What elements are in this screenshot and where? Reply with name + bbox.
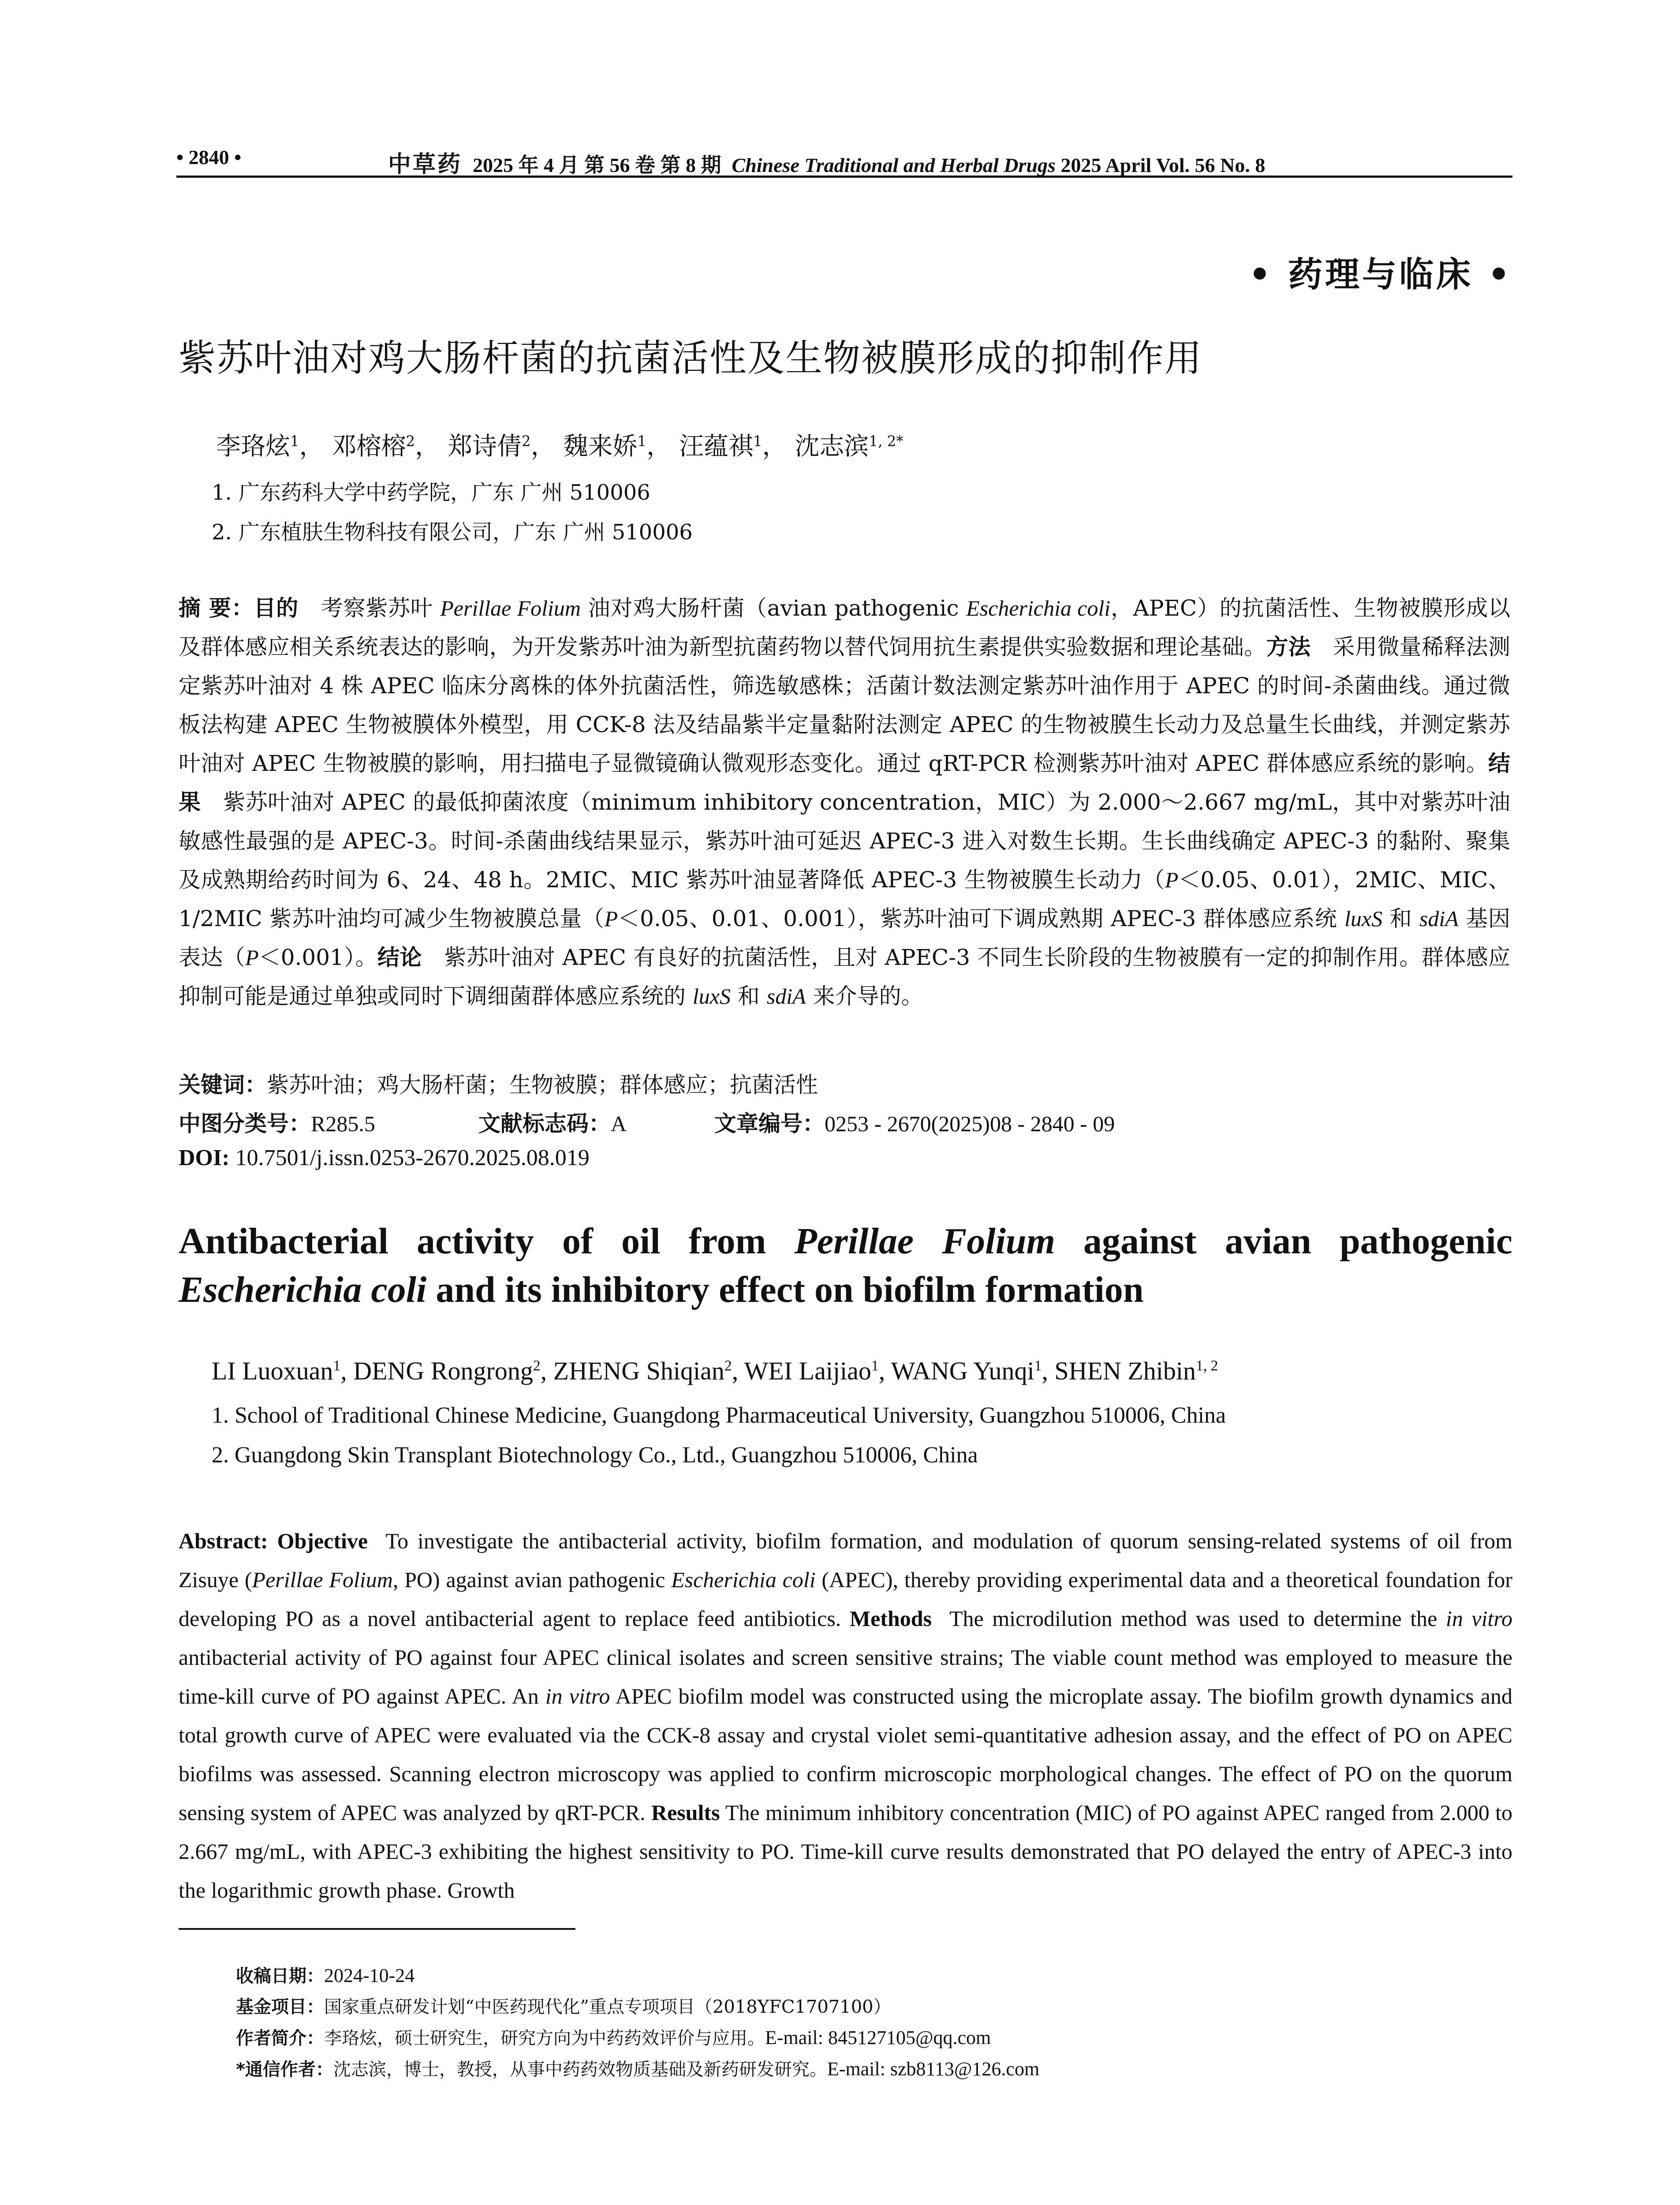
abstract-text: antibacterial activity of PO against four APEC clinical isolates and screen sensitive strains; The viable count method was employed to measure the time-kill curve of PO against APEC. An xyxy=(179,1645,1512,1708)
footnote-text: 2024-10-24 xyxy=(324,1965,415,1986)
abstract-text: ＜0.001）。 xyxy=(258,945,377,970)
corresponding-email[interactable]: E-mail: szb8113@126.com xyxy=(827,2058,1040,2080)
classification-line xyxy=(179,1106,1115,1138)
author-name: 郑诗倩 xyxy=(447,432,522,461)
abstract-text: 和 xyxy=(731,983,767,1009)
footnote-label: 作者简介： xyxy=(236,2028,324,2048)
affiliation-cn-2: 2. 广东植肤生物科技有限公司，广东 广州 510006 xyxy=(212,520,693,545)
author-affil-mark: 2 xyxy=(521,433,531,450)
results-label: 结果 xyxy=(179,751,1510,815)
latin-term: in vitro xyxy=(1445,1606,1512,1631)
footnote-label: 收稿日期： xyxy=(236,1966,324,1986)
author-affil-mark: 1 xyxy=(333,1357,341,1374)
author-affil-mark: 1 xyxy=(1034,1357,1042,1374)
abstract-text: 紫苏叶油对 APEC 有良好的抗菌活性，且对 APEC-3 不同生长阶段的生物被膜有一定的抑制作用。群体感应抑制可能是通过单独或同时下调细菌群体感应系统的 xyxy=(179,945,1511,1009)
keywords-line xyxy=(179,1067,818,1099)
doc-code: A xyxy=(611,1111,627,1136)
author-affil-mark: 1 xyxy=(637,433,647,450)
abstract-text: 考察紫苏叶 xyxy=(321,595,441,621)
journal-citation xyxy=(388,146,1265,179)
author-affil-mark: 1, 2* xyxy=(869,433,903,450)
author-name: 沈志滨 xyxy=(795,432,869,461)
keywords: 紫苏叶油；鸡大肠杆菌；生物被膜；群体感应；抗菌活性 xyxy=(267,1072,818,1098)
methods-label: Methods xyxy=(849,1606,932,1631)
clc-code: R285.5 xyxy=(311,1111,375,1136)
author-affil-mark: 1 xyxy=(871,1357,879,1374)
footnote-received xyxy=(236,1960,1039,1992)
author-name: SHEN Zhibin xyxy=(1054,1357,1196,1385)
affiliation-en-1: 1. School of Traditional Chinese Medicine, Guangdong Pharmaceutical University, Guangzhou 510006, China xyxy=(212,1403,1226,1428)
author-name: 魏来娇 xyxy=(563,432,638,461)
page-number: • 2840 • xyxy=(176,146,242,168)
gene-name: luxS xyxy=(1344,906,1383,931)
clc-label: 中图分类号： xyxy=(179,1111,311,1136)
latin-name: Perillae Folium xyxy=(794,1221,1055,1262)
p-value-symbol: P xyxy=(604,906,618,931)
title-text: Antibacterial activity of oil from xyxy=(179,1221,795,1262)
author-name: WEI Laijiao xyxy=(744,1357,871,1385)
title-text: and its inhibitory effect on biofilm formation xyxy=(426,1269,1144,1310)
abstract-label: 摘 要： xyxy=(179,595,254,621)
journal-name-en: Chinese Traditional and Herbal Drugs xyxy=(732,154,1056,176)
authors-en: LI Luoxuan$^1$, DENG Rongrong$^2$, ZHENG Shiqian$^2$, WEI Laijiao$^1$, WANG Yunqi$^1$, SHEN Zhibin$^{1, 2}$ xyxy=(212,1357,1218,1385)
abstract-text: The minimum inhibitory concentration (MIC) of PO against APEC ranged from 2.000 to 2.667 mg/mL, with APEC-3 exhibiting the highest sensitivity to PO. Time-kill curve results demonstrated that PO delayed the entry of APEC-3 into the logarithmic growth phase. Growth xyxy=(179,1800,1513,1902)
abstract-text: , PO) against avian pathogenic xyxy=(392,1567,672,1592)
abstract-objective-label: Abstract: Objective xyxy=(179,1529,368,1553)
objective-label: 目的 xyxy=(254,595,299,621)
footnote-corresponding xyxy=(236,2054,1039,2085)
latin-name: Perillae Folium xyxy=(252,1567,393,1592)
author-name: 邓榕榕 xyxy=(332,432,406,461)
author-name: ZHENG Shiqian xyxy=(553,1357,724,1385)
footnote-label: *通信作者： xyxy=(236,2059,333,2080)
abstract-text: ＜0.05、0.01、0.001），紫苏叶油可下调成熟期 APEC-3 群体感应系统 xyxy=(618,906,1345,931)
running-header xyxy=(176,140,1512,178)
journal-logo-cn: 中草药 xyxy=(388,151,463,178)
abstract-en xyxy=(179,1521,1512,1910)
abstract-text: ，APEC）的抗菌活性、生物被膜形成以及群体感应相关系统表达的影响，为开发紫苏叶油为新型抗菌药物以替代饲用抗生素提供实验数据和理论基础。 xyxy=(179,595,1510,660)
footnote-text: 沈志滨，博士，教授，从事中药药效物质基础及新药研发研究。 xyxy=(333,2059,827,2080)
footnote-text: 国家重点研发计划“中医药现代化”重点专项项目（2018YFC1707100） xyxy=(324,1997,891,2017)
abstract-text: 和 xyxy=(1382,906,1419,931)
abstract-text: ＜0.05、0.01），2MIC、MIC、1/2MIC 紫苏叶油均可减少生物被膜总量（ xyxy=(179,867,1510,931)
author-name: DENG Rongrong xyxy=(353,1357,533,1385)
section-label: • 药理与临床 • xyxy=(1248,254,1512,295)
author-affil-mark: 1 xyxy=(753,433,762,450)
p-value-symbol: P xyxy=(1165,867,1179,892)
abstract-text: To investigate the antibacterial activity, biofilm formation, and modulation of quorum sensing-related systems of oil from Zisuye ( xyxy=(179,1529,1512,1592)
p-value-symbol: P xyxy=(245,945,259,970)
gene-name: sdiA xyxy=(1419,906,1459,931)
doi-link[interactable]: 10.7501/j.issn.0253-2670.2025.08.019 xyxy=(235,1145,590,1170)
latin-term: in vitro xyxy=(545,1684,610,1708)
article-no: 0253 - 2670(2025)08 - 2840 - 09 xyxy=(825,1111,1115,1136)
issue-en: 2025 April Vol. 56 No. 8 xyxy=(1060,154,1266,176)
author-name: LI Luoxuan xyxy=(212,1357,333,1385)
author-name: WANG Yunqi xyxy=(891,1357,1034,1385)
author-email[interactable]: E-mail: 845127105@qq.com xyxy=(765,2027,991,2048)
abstract-text: (APEC), thereby providing experimental data and a theoretical foundation for developing PO as a novel antibacterial agent to replace feed antibiotics. xyxy=(179,1567,1512,1631)
footnote-fund xyxy=(236,1992,1039,2022)
latin-name: Escherichia coli xyxy=(966,596,1111,620)
latin-name: Perillae Folium xyxy=(440,596,581,620)
author-affil-mark: 2 xyxy=(724,1357,732,1374)
abstract-text: 紫苏叶油对 APEC 的最低抑菌浓度（minimum inhibitory concentration，MIC）为 2.000～2.667 mg/mL，其中对紫苏叶油敏感性最强的是 APEC-3。时间-杀菌曲线结果显示，紫苏叶油可延迟 APEC-3 进入对数生长期。生长曲线确定 APEC-3 的黏附、聚集及成熟期给药时间为 6、24、48 h。2MIC、MIC 紫苏叶油显著降低 APEC-3 生物被膜生长动力（ xyxy=(179,789,1510,893)
article-no-label: 文章编号： xyxy=(714,1111,825,1136)
footnote-label: 基金项目： xyxy=(236,1997,324,2017)
conclusion-label: 结论 xyxy=(377,945,422,970)
abstract-text: 来介导的。 xyxy=(806,983,923,1009)
author-affil-mark: 1 xyxy=(290,433,299,450)
latin-name: Escherichia coli xyxy=(179,1269,427,1310)
issue-cn: 2025 年 4 月 第 56 卷 第 8 期 xyxy=(473,154,721,176)
abstract-text: 油对鸡大肠杆菌（avian pathogenic xyxy=(581,595,967,621)
doi-label: DOI: xyxy=(179,1145,230,1170)
abstract-cn xyxy=(179,589,1510,1016)
footnote-author xyxy=(236,2022,1039,2054)
methods-label: 方法 xyxy=(1266,634,1311,660)
abstract-text: APEC biofilm model was constructed using the microplate assay. The biofilm growth dynamics and total growth curve of APEC were evaluated via the CCK-8 assay and crystal violet semi-quantitative adhesion assay, and the effect of PO on APEC biofilms was assessed. Scanning electron microscopy was applied to confirm microscopic morphological changes. The effect of PO on the quorum sensing system of APEC was analyzed by qRT-PCR. xyxy=(179,1684,1512,1825)
author-affil-mark: 2 xyxy=(406,433,415,450)
footnote-text: 李珞炫，硕士研究生，研究方向为中药药效评价与应用。 xyxy=(324,2028,765,2048)
author-affil-mark: 1, 2 xyxy=(1196,1357,1218,1374)
latin-name: Escherichia coli xyxy=(671,1567,816,1592)
gene-name: luxS xyxy=(692,984,731,1009)
doc-code-label: 文献标志码： xyxy=(478,1111,611,1136)
author-name: 李珞炫 xyxy=(216,432,290,461)
doi-line xyxy=(179,1145,590,1171)
affiliation-cn-1: 1. 广东药科大学中药学院，广东 广州 510006 xyxy=(212,480,650,505)
author-name: 汪蕴祺 xyxy=(679,432,753,461)
affiliation-en-2: 2. Guangdong Skin Transplant Biotechnology Co., Ltd., Guangzhou 510006, China xyxy=(212,1443,978,1468)
results-label: Results xyxy=(651,1800,720,1825)
title-cn: 紫苏叶油对鸡大肠杆菌的抗菌活性及生物被膜形成的抑制作用 xyxy=(179,336,1203,380)
gene-name: sdiA xyxy=(766,984,806,1009)
footnotes xyxy=(236,1960,1039,2085)
title-en xyxy=(179,1217,1512,1314)
abstract-text: The microdilution method was used to determine the xyxy=(949,1606,1446,1631)
keywords-label: 关键词： xyxy=(179,1072,267,1098)
abstract-text: 采用微量稀释法测定紫苏叶油对 4 株 APEC 临床分离株的体外抗菌活性，筛选敏感株；活菌计数法测定紫苏叶油作用于 APEC 的时间-杀菌曲线。通过微板法构建 APEC 生物被膜体外模型，用 CCK-8 法及结晶紫半定量黏附法测定 APEC 的生物被膜生长动力及总量生长曲线，并测定紫苏叶油对 APEC 生物被膜的影响，用扫描电子显微镜确认微观形态变化。通过 qRT-PCR 检测紫苏叶油对 APEC 群体感应系统的影响。 xyxy=(179,634,1511,776)
title-text: against avian pathogenic xyxy=(1055,1221,1512,1262)
author-affil-mark: 2 xyxy=(533,1357,541,1374)
footnote-divider xyxy=(179,1928,575,1930)
authors-cn: 李珞炫$^1$， 邓榕榕$^2$， 郑诗倩$^2$， 魏来娇$^1$， 汪蕴祺$^1$， 沈志滨$^{1, 2*}$ xyxy=(216,432,903,461)
abstract-text: 基因表达（ xyxy=(179,906,1510,970)
